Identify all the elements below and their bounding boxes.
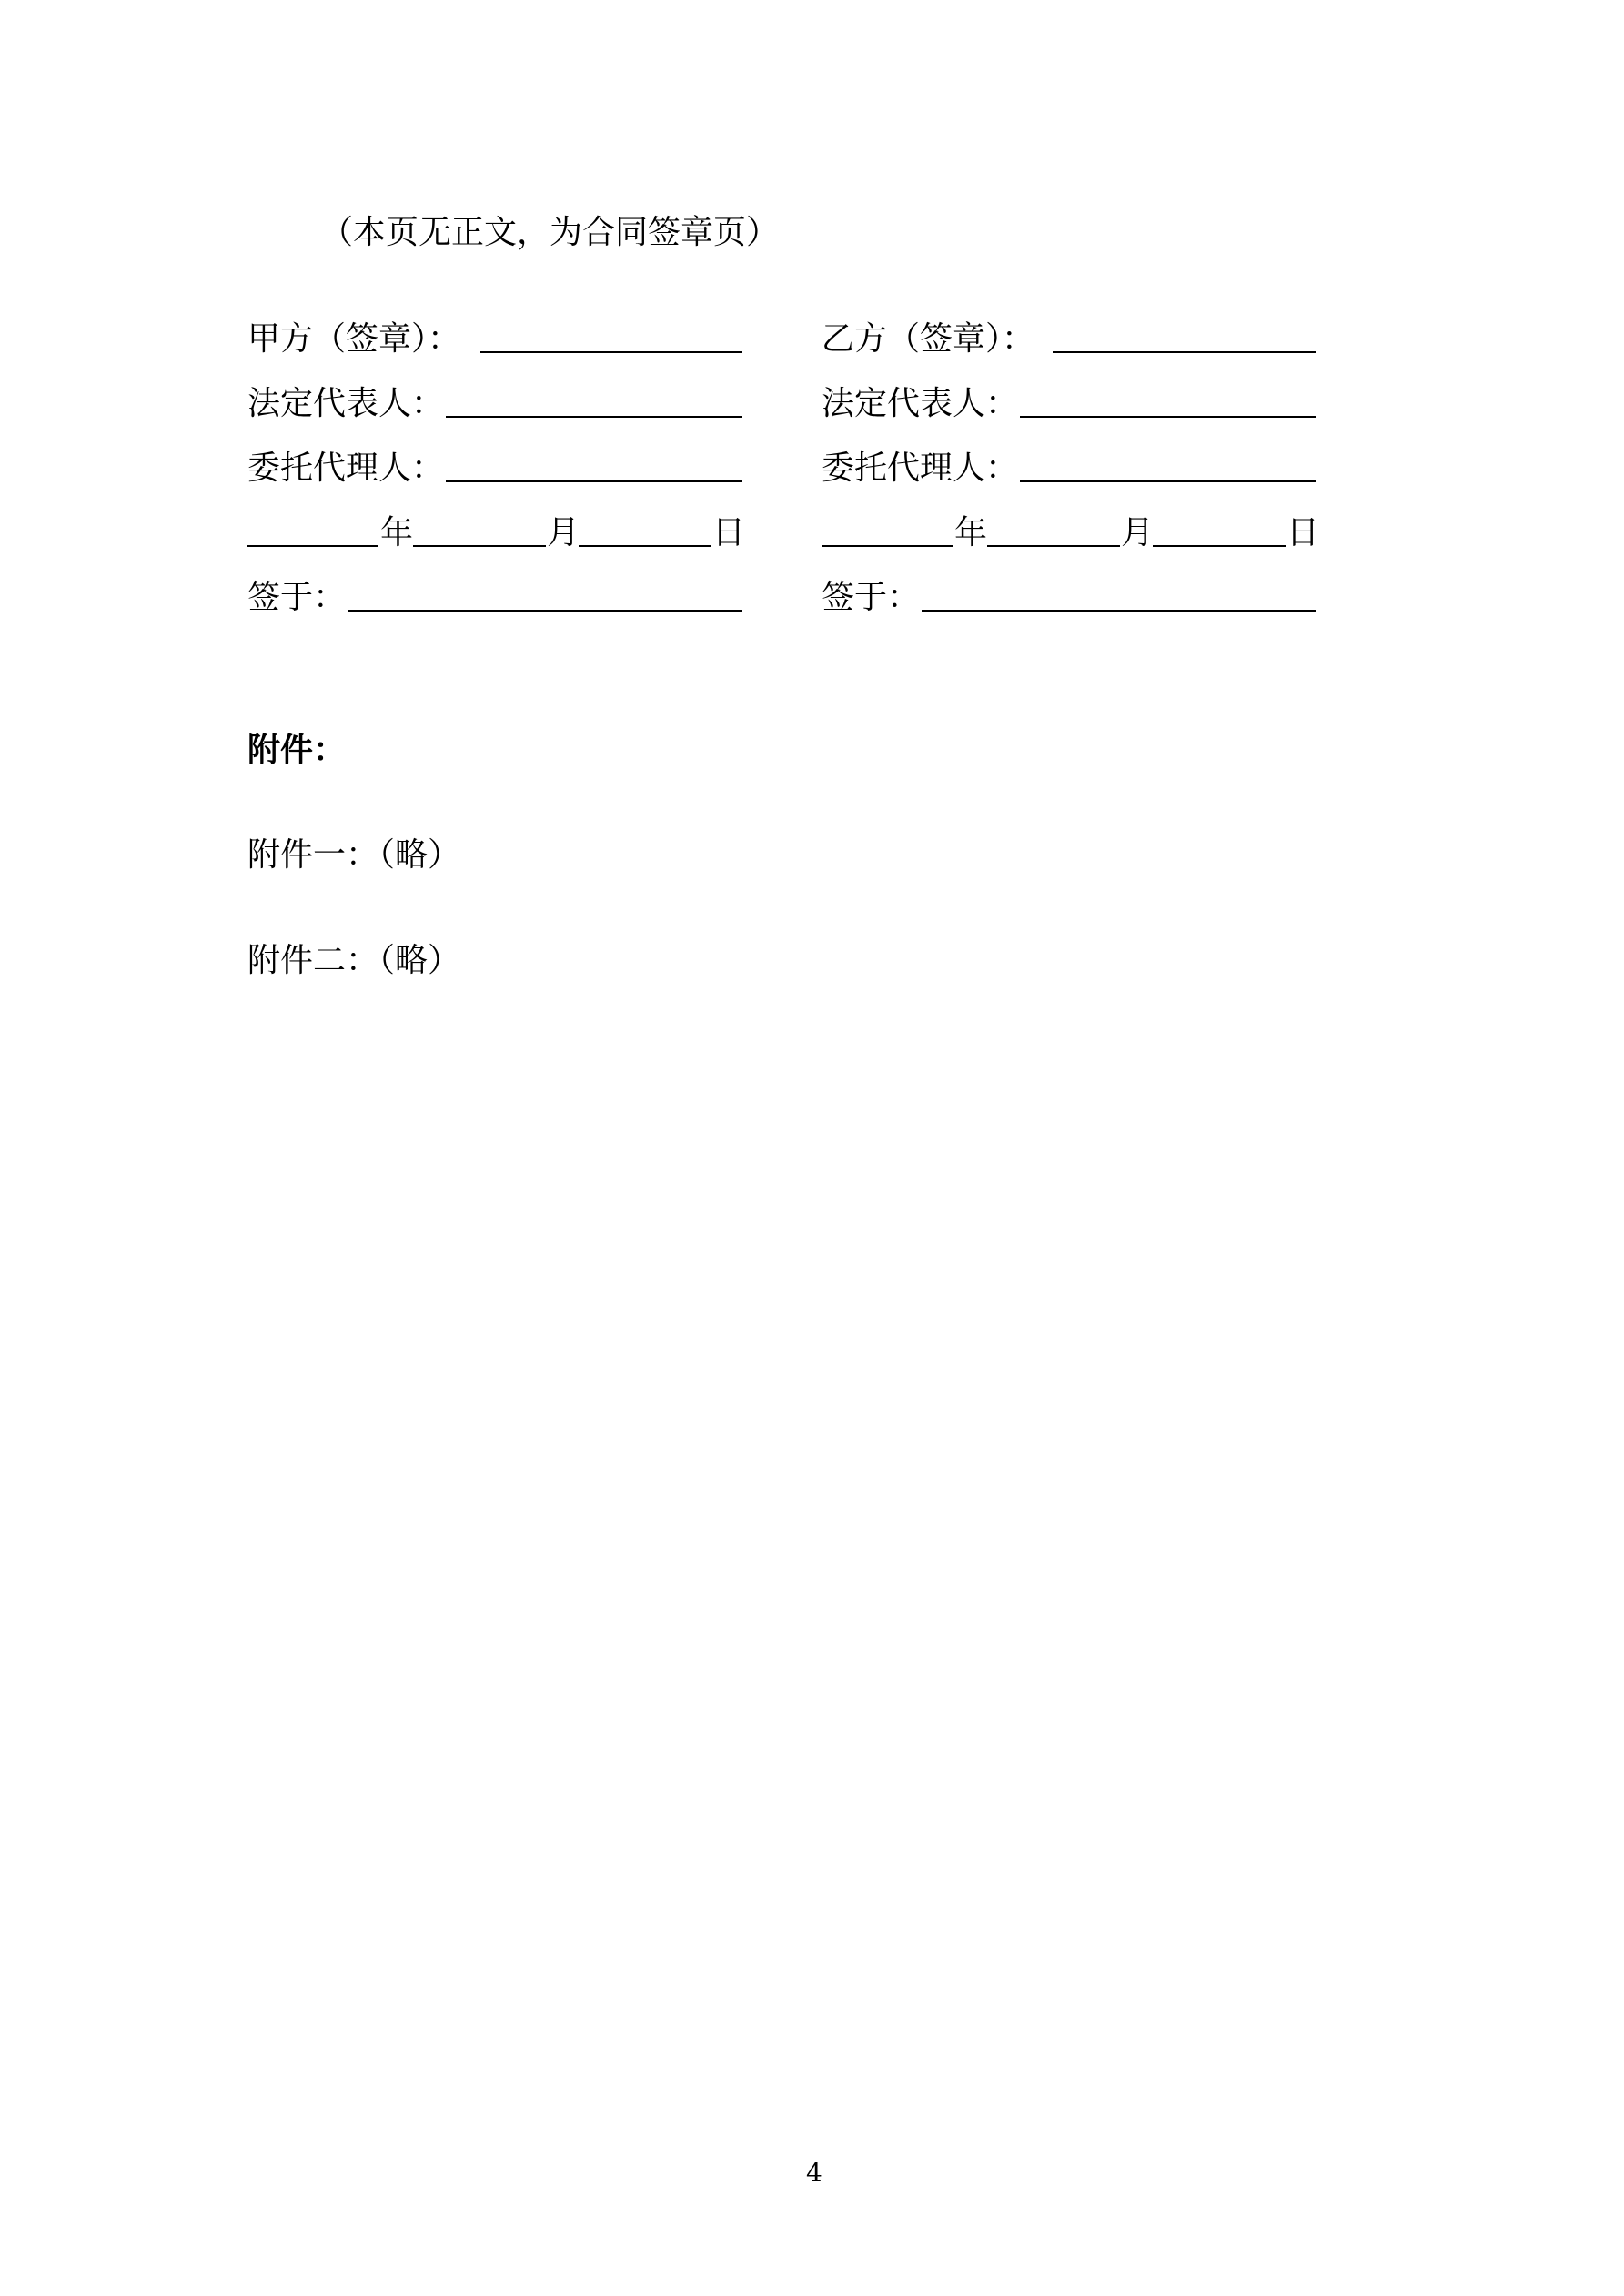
party-a-legal-rep-label: 法定代表人： <box>247 385 445 422</box>
party-a-month-line <box>413 545 546 547</box>
party-a-legal-rep-line <box>446 416 742 418</box>
party-a-signed-at-label: 签于： <box>247 579 347 616</box>
party-b-seal-label: 乙方（签章）： <box>822 320 1035 358</box>
party-b-year-line <box>822 545 953 547</box>
attachment-item: 附件一：（略） <box>247 836 461 874</box>
party-b-signed-at-label: 签于： <box>822 579 921 616</box>
party-a-seal-label: 甲方（签章）： <box>247 320 461 358</box>
party-a-agent-label: 委托代理人： <box>247 450 445 487</box>
attachment-item: 附件二：（略） <box>247 942 461 979</box>
party-a-signed-at-line <box>348 610 742 612</box>
party-b-signed-at-line <box>922 610 1316 612</box>
party-b-agent-line <box>1020 480 1316 482</box>
party-a-agent-line <box>446 480 742 482</box>
party-b-month-label: 月 <box>1121 514 1155 551</box>
party-b-agent-label: 委托代理人： <box>822 450 1019 487</box>
party-b-seal-line <box>1053 351 1316 353</box>
party-b-year-label: 年 <box>954 514 988 551</box>
party-b-legal-rep-line <box>1020 416 1316 418</box>
party-a-month-label: 月 <box>547 514 580 551</box>
party-b-month-line <box>987 545 1120 547</box>
party-b-legal-rep-label: 法定代表人： <box>822 385 1019 422</box>
party-a-year-label: 年 <box>380 514 414 551</box>
page-number: 4 <box>806 2158 822 2188</box>
party-a-year-line <box>247 545 378 547</box>
signature-page-note: （本页无正文，为合同签章页） <box>320 214 780 251</box>
attachments-heading: 附件： <box>247 731 347 769</box>
party-a-day-label: 日 <box>712 514 746 551</box>
party-b-day-label: 日 <box>1286 514 1320 551</box>
party-b-day-line <box>1153 545 1286 547</box>
party-a-day-line <box>579 545 711 547</box>
party-a-seal-line <box>480 351 742 353</box>
